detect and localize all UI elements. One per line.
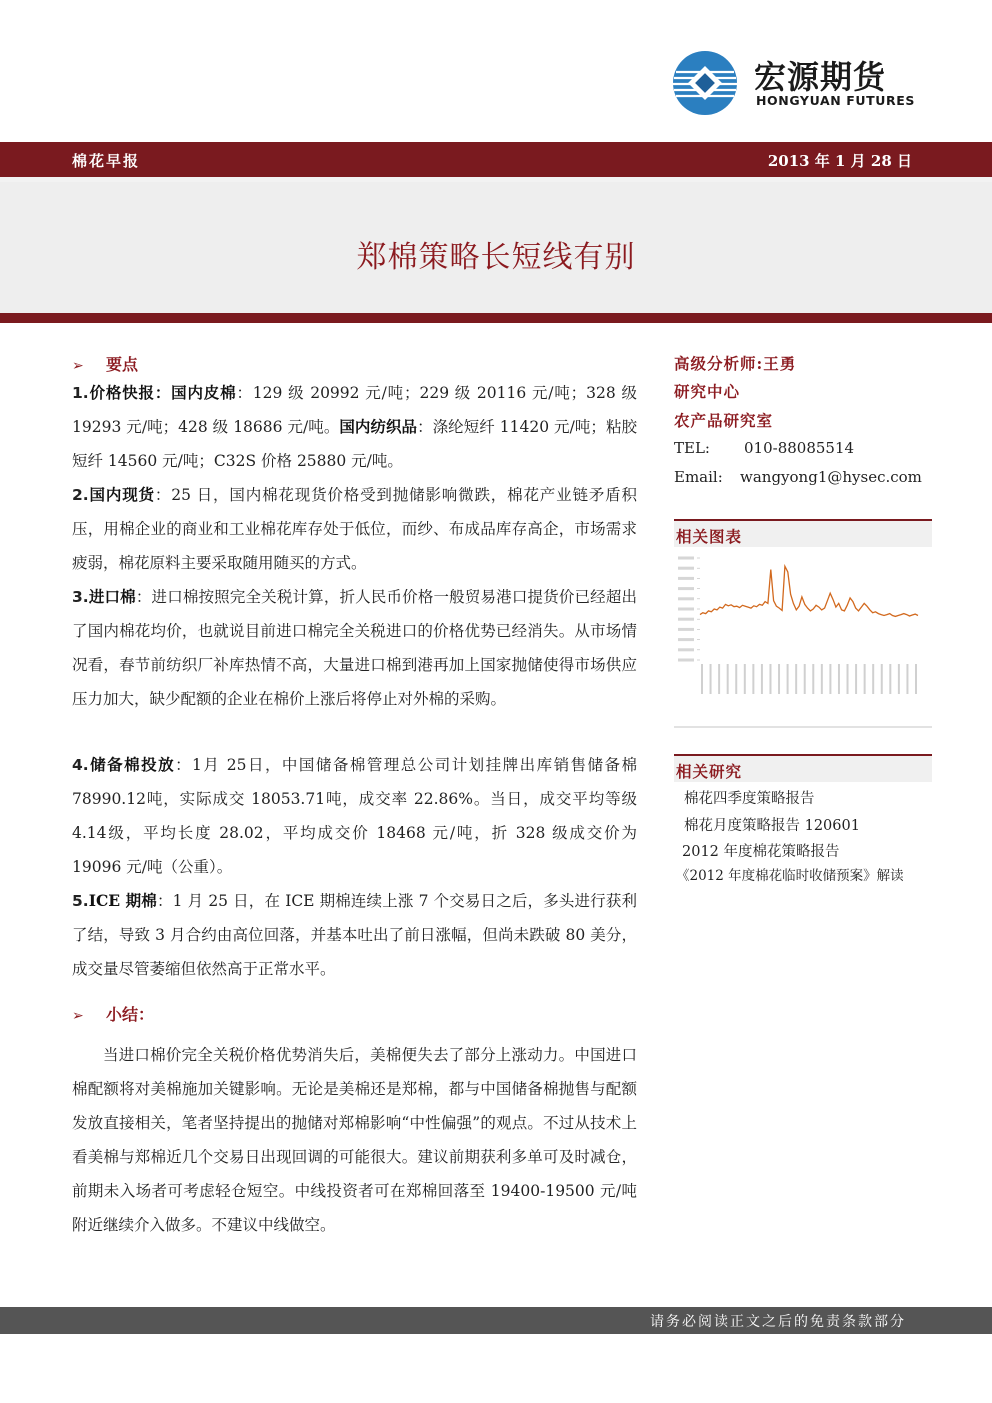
key-point-4: [72, 748, 637, 884]
arrow-bullet-icon: ➢: [72, 1008, 84, 1024]
key-point-5: [72, 884, 637, 986]
x-tick-label: [701, 664, 703, 694]
item-lead: 价格快报：: [88, 383, 172, 402]
item-number: 1.: [72, 384, 89, 402]
phone-label: TEL:: [674, 439, 710, 457]
charts-heading: 相关图表: [676, 527, 743, 546]
x-tick-label: [710, 664, 712, 694]
item-text: ：25 日，国内棉花现货价格受到抛储影响微跌，棉花产业链矛盾积压，用棉企业的商业和工业棉花库存处于低位，而纱、布成品库存高企，市场需求疲弱，棉花原料主要采取随用随买的方式。: [72, 486, 637, 572]
x-tick-label: [735, 664, 737, 694]
x-tick-label: [821, 664, 823, 694]
email-label: Email:: [674, 468, 723, 486]
y-tick-label: [678, 587, 694, 590]
phone-row: [674, 439, 932, 457]
x-tick-label: [889, 664, 891, 694]
research-link-4[interactable]: 《2012 年度棉花临时收储预案》解读: [676, 868, 904, 884]
x-tick-label: [787, 664, 789, 694]
key-point-1: [72, 376, 637, 478]
x-tick-label: [915, 664, 917, 694]
x-tick-label: [752, 664, 754, 694]
y-tick-label: [678, 618, 694, 621]
x-tick-label: [864, 664, 866, 694]
x-tick-label: [804, 664, 806, 694]
x-tick-label: [838, 664, 840, 694]
item-lead: ICE 期棉: [88, 891, 157, 910]
y-tick-label: [678, 557, 694, 560]
summary-title: 小结：: [106, 1005, 155, 1024]
logo-emblem-icon: [672, 50, 738, 116]
key-points-heading: [72, 352, 138, 375]
y-tick-label: [678, 628, 694, 631]
division: 农产品研究室: [674, 411, 774, 430]
x-tick-label: [744, 664, 746, 694]
x-tick-label: [898, 664, 900, 694]
item-number: 2.: [72, 486, 89, 504]
x-tick-label: [906, 664, 908, 694]
item-text: ：1 月 25 日，在 ICE 期棉连续上涨 7 个交易日之后，多头进行获利了结，导致 3 月合约由高位回落，并基本吐出了前日涨幅，但尚未跌破 80 美分，成交量尽管萎缩但依然高于正常水平。: [72, 892, 637, 978]
y-tick-label: [678, 597, 694, 600]
email-address[interactable]: wangyong1@hysec.com: [740, 468, 922, 486]
x-tick-label: [872, 664, 874, 694]
item-text: ：涤纶短纤 11420 元/吨；粘胶短纤 14560 元/吨；C32S 价格 25880 元/吨。: [72, 418, 637, 470]
y-tick-label: [678, 648, 694, 651]
x-tick-label: [855, 664, 857, 694]
x-tick-label: [778, 664, 780, 694]
item-text: ：1月 25日，中国储备棉管理总公司计划挂牌出库销售储备棉 78990.12吨，实际成交 18053.71吨，成交率 22.86%。当日，成交平均等级 4.14级，平均长度 28.02，平均成交价 18468 元/吨，折 328 级成交价为 19096 元/吨（公重）。: [72, 756, 637, 876]
summary-text: 当进口棉价完全关税价格优势消失后，美棉便失去了部分上涨动力。中国进口棉配额将对美棉施加关键影响。无论是美棉还是郑棉，都与中国储备棉抛售与配额发放直接相关，笔者坚持提出的抛储对郑棉影响“中性偏强”的观点。不过从技术上看美棉与郑棉近几个交易日出现回调的可能很大。建议前期获利多单可及时减仓，前期未入场者可考虑轻仓短空。中线投资者可在郑棉回落至 19400-19500 元/吨附近继续介入做多。不建议中线做空。: [72, 1046, 637, 1234]
research-heading: 相关研究: [676, 762, 743, 781]
research-link-3[interactable]: 2012 年度棉花策略报告: [682, 844, 840, 860]
research-section-header: [674, 754, 932, 782]
report-type: 棉花早报: [72, 152, 141, 170]
phone-number: 010-88085514: [744, 439, 855, 457]
x-tick-label: [727, 664, 729, 694]
key-point-2: [72, 478, 637, 580]
item-number: 4.: [72, 756, 89, 774]
item-sublead: 国内纺织品: [339, 417, 418, 436]
analyst-name: 高级分析师:王勇: [674, 354, 797, 373]
page-title: 郑棉策略长短线有别: [356, 240, 636, 275]
research-link-1[interactable]: 棉花四季度策略报告: [684, 791, 815, 807]
divider: [674, 726, 932, 728]
item-sublead: 国内皮棉: [171, 383, 237, 402]
y-tick-label: [678, 577, 694, 580]
x-tick-label: [881, 664, 883, 694]
key-point-3: [72, 580, 637, 716]
y-tick-label: [678, 567, 694, 570]
brand-name-en: HONGYUAN FUTURES: [756, 93, 915, 108]
item-text: ：进口棉按照完全关税计算，折人民币价格一般贸易港口提货价已经超出了国内棉花均价，也就说目前进口棉完全关税进口的价格优势已经消失。从市场情况看，春节前纺织厂补库热情不高，大量进口棉到港再加上国家抛储使得市场供应压力加大，缺少配额的企业在棉价上涨后将停止对外棉的采购。: [72, 588, 637, 708]
arrow-bullet-icon: ➢: [72, 358, 84, 374]
y-tick-label: [678, 638, 694, 641]
x-tick-label: [795, 664, 797, 694]
item-lead: 进口棉: [88, 587, 136, 606]
x-tick-label: [847, 664, 849, 694]
item-text: ：129 级 20992 元/吨；229 级 20116 元/吨；328 级 19293 元/吨；428 级 18686 元/吨。: [72, 384, 637, 436]
email-row: [674, 468, 932, 486]
item-number: 5.: [72, 892, 89, 910]
item-lead: 国内现货: [88, 485, 155, 504]
brand-name-cn: 宏源期货: [754, 58, 887, 96]
x-tick-label: [812, 664, 814, 694]
title-divider: [0, 313, 992, 323]
x-tick-label: [829, 664, 831, 694]
key-points-title: 要点: [106, 355, 139, 374]
item-number: 3.: [72, 588, 89, 606]
x-tick-label: [718, 664, 720, 694]
price-chart: [674, 548, 924, 702]
x-tick-label: [761, 664, 763, 694]
company-logo: [672, 48, 916, 116]
y-tick-label: [678, 659, 694, 662]
department: 研究中心: [674, 382, 741, 401]
x-tick-label: [769, 664, 771, 694]
report-date: 2013 年 1 月 28 日: [767, 152, 912, 170]
item-lead: 储备棉投放: [88, 755, 176, 774]
summary-heading: [72, 1002, 154, 1025]
disclaimer-note[interactable]: 请务必阅读正文之后的免责条款部分: [650, 1314, 906, 1330]
y-tick-label: [678, 608, 694, 611]
research-link-2[interactable]: 棉花月度策略报告 120601: [684, 818, 860, 834]
charts-section-header: [674, 519, 932, 547]
